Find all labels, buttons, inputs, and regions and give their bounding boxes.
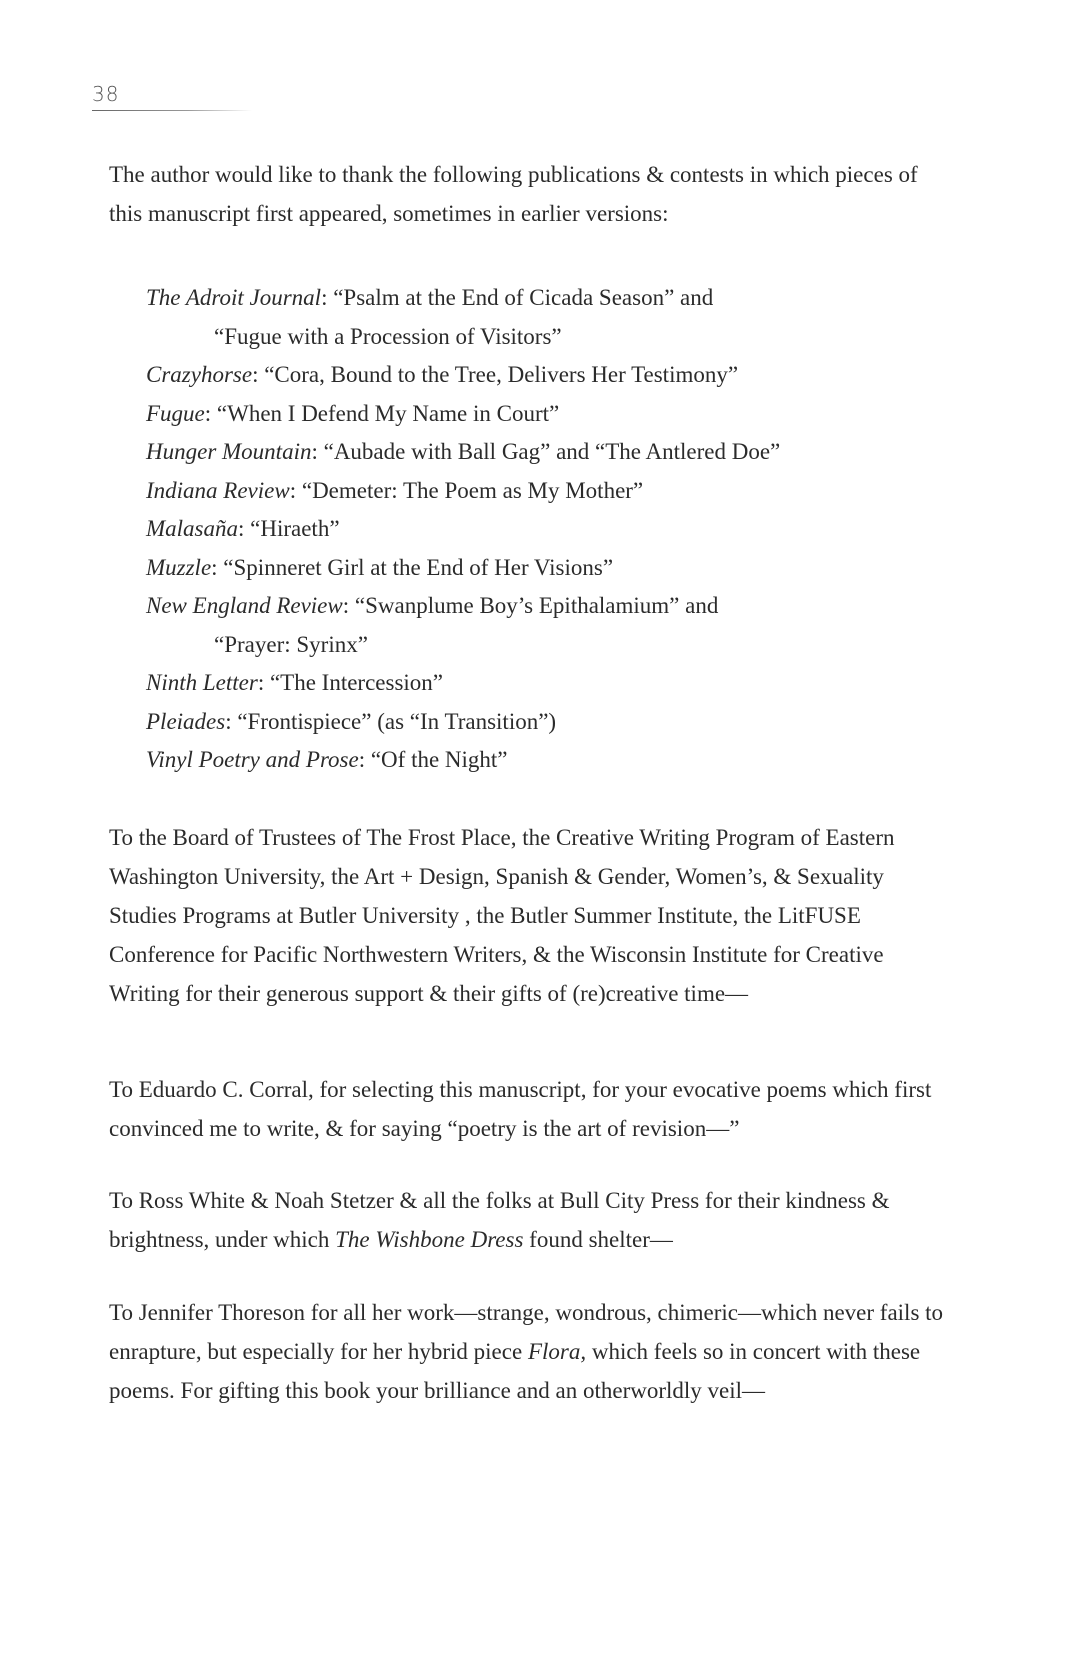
- thanks-thoreson: [109, 1293, 949, 1410]
- credit-item: [146, 549, 946, 588]
- credit-item: [146, 433, 946, 472]
- book-title: The Wishbone Dress: [335, 1227, 524, 1252]
- poem-titles: : “Of the Night”: [358, 747, 508, 772]
- credit-item: [146, 664, 946, 703]
- thanks-corral: To Eduardo C. Corral, for selecting this manuscript, for your evocative poems which first convinced me to write, & for saying “poetry is the art of revision—”: [109, 1077, 932, 1141]
- publication-name: Malasaña: [146, 516, 238, 541]
- thanks-thoreson-text: To Jennifer Thoreson for all her work—strange, wondrous, chimeric—which never fails to enrapture, but especially for her hybrid piece: [109, 1300, 944, 1364]
- publication-name: Ninth Letter: [146, 670, 258, 695]
- credit-item: [146, 472, 946, 511]
- credit-item: [146, 703, 946, 742]
- credit-item: [146, 356, 946, 395]
- poem-titles: : “The Intercession”: [257, 670, 444, 695]
- publication-name: Muzzle: [146, 554, 212, 580]
- page-number-rule: [92, 110, 252, 111]
- poem-titles: : “Demeter: The Poem as My Mother”: [289, 477, 644, 503]
- poem-titles: : “Spinneret Girl at the End of Her Visions”: [211, 554, 614, 580]
- thanks-press: [109, 1181, 949, 1259]
- thanks-institutions: To the Board of Trustees of The Frost Place, the Creative Writing Program of Eastern Washington University, the Art + Design, Spanish & Gender, Women’s, & Sexuality Studies Programs at Butler University , the Butler Summer Institute, the LitFUSE Conference for Pacific Northwestern Writers, & the Wisconsin Institute for Creative Writing for their generous support & their gifts of (re)creative time—: [109, 825, 895, 1006]
- publication-name: Indiana Review: [146, 477, 290, 503]
- poem-titles: : “Frontispiece” (as “In Transition”): [225, 708, 557, 734]
- publication-name: Pleiades: [146, 708, 226, 734]
- credit-item-continuation: “Prayer: Syrinx”: [214, 631, 368, 657]
- publication-credits-list: [146, 279, 946, 780]
- credit-item: [146, 510, 946, 549]
- poem-titles: : “Hiraeth”: [238, 516, 340, 541]
- publication-name: Fugue: [146, 400, 205, 426]
- publication-name: The Adroit Journal: [146, 285, 322, 310]
- publication-name: Vinyl Poetry and Prose: [146, 747, 359, 772]
- credit-item: [146, 395, 946, 434]
- publication-name: Hunger Mountain: [146, 439, 312, 464]
- publication-name: New England Review: [146, 593, 343, 618]
- page-number: 38: [92, 82, 120, 106]
- poem-titles: : “When I Defend My Name in Court”: [204, 400, 560, 426]
- thanks-press-text-end: found shelter—: [523, 1227, 673, 1252]
- credit-item: [146, 279, 946, 318]
- thanks-thoreson-text-end: which feels so in concert with these poems. For gifting this book your brilliance and an otherworldly veil—: [109, 1339, 921, 1403]
- poem-titles: : “Aubade with Ball Gag” and “The Antlered Doe”: [311, 439, 781, 464]
- poem-titles: : “Psalm at the End of Cicada Season” and: [321, 285, 714, 310]
- artwork-title: Flora,: [527, 1339, 587, 1364]
- thanks-press-text: To Ross White & Noah Stetzer & all the folks at Bull City Press for their kindness & brightness, under which: [109, 1188, 890, 1252]
- poem-titles: : “Cora, Bound to the Tree, Delivers Her Testimony”: [252, 362, 739, 387]
- poem-titles: : “Swanplume Boy’s Epithalamium” and: [342, 593, 719, 618]
- credit-item-continuation: “Fugue with a Procession of Visitors”: [214, 323, 562, 349]
- publication-name: Crazyhorse: [146, 362, 253, 387]
- acknowledgments-intro: The author would like to thank the following publications & contests in which pieces of this manuscript first appeared, sometimes in earlier versions:: [109, 162, 918, 226]
- credit-item: [146, 741, 946, 780]
- credit-item: [146, 587, 946, 626]
